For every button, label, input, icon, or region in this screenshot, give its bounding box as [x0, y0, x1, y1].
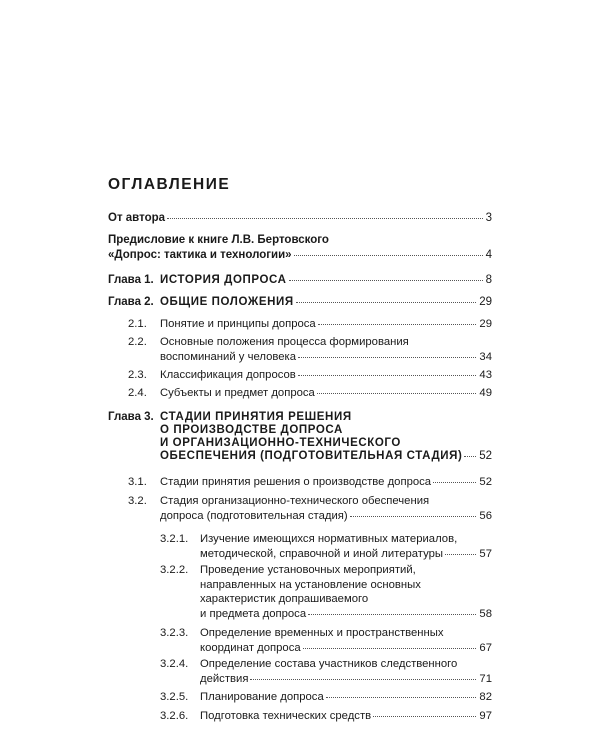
subsection-title: направленных на установление основных	[200, 578, 421, 591]
section-number: 2.1.	[128, 318, 147, 330]
section-title: Классификация допросов	[160, 369, 296, 381]
dot-leader	[296, 302, 476, 303]
chapter-label: Глава 3.	[108, 411, 154, 423]
page-number: 8	[485, 274, 492, 286]
toc-entry	[160, 495, 492, 524]
toc-entry	[200, 658, 492, 687]
subsection-title: и предмета допроса	[200, 607, 307, 620]
page-number: 71	[479, 672, 492, 685]
dot-leader	[289, 280, 483, 281]
page-number: 29	[479, 318, 492, 330]
subsection-title: Планирование допроса	[200, 691, 324, 703]
subsection-title: Проведение установочных мероприятий,	[200, 564, 416, 576]
section-title: Субъекты и предмет допроса	[160, 387, 315, 399]
toc-entry	[160, 387, 492, 402]
dot-leader	[373, 716, 476, 717]
dot-leader	[350, 516, 477, 517]
subsection-number: 3.2.5.	[160, 691, 189, 703]
toc-entry-title: Предисловие к книге Л.В. Бертовского	[108, 234, 329, 246]
dot-leader	[318, 324, 477, 325]
page-number: 52	[479, 476, 492, 488]
section-number: 2.2.	[128, 336, 147, 348]
section-title: Стадия организационно-технического обеспечения	[160, 495, 430, 507]
subsection-title: действия	[200, 672, 249, 685]
subsection-title: Изучение имеющихся нормативных материалов,	[200, 533, 458, 545]
section-number: 2.3.	[128, 369, 147, 381]
subsection-title: Подготовка технических средств	[200, 710, 372, 722]
dot-leader	[308, 614, 476, 615]
subsection-number: 3.2.2.	[160, 564, 189, 576]
subsection-title: Определение состава участников следственного	[200, 658, 458, 670]
toc-entry	[160, 296, 492, 311]
toc-entry	[108, 212, 492, 227]
subsection-title: координат допроса	[200, 641, 301, 654]
chapter-title: ИСТОРИЯ ДОПРОСА	[160, 274, 287, 286]
subsection-number: 3.2.6.	[160, 710, 189, 722]
section-title: допроса (подготовительная стадия)	[160, 509, 348, 522]
page-number: 67	[479, 641, 492, 654]
chapter-title: ОБЩИЕ ПОЛОЖЕНИЯ	[160, 296, 294, 308]
toc-entry	[160, 274, 492, 289]
dot-leader	[167, 218, 483, 219]
page-number: 82	[479, 691, 492, 703]
dot-leader	[298, 357, 476, 358]
page-number: 58	[479, 607, 492, 620]
page-number: 29	[479, 296, 492, 308]
subsection-number: 3.2.3.	[160, 627, 189, 639]
page-number: 3	[485, 212, 492, 224]
chapter-title: И ОРГАНИЗАЦИОННО-ТЕХНИЧЕСКОГО	[160, 437, 401, 449]
toc-entry	[160, 476, 492, 491]
section-title: Понятие и принципы допроса	[160, 318, 316, 330]
page-number: 97	[479, 710, 492, 722]
subsection-title: Определение временных и пространственных	[200, 627, 444, 639]
subsection-number: 3.2.1.	[160, 533, 189, 545]
dot-leader	[445, 554, 476, 555]
page-number: 52	[479, 450, 492, 462]
subsection-title: методической, справочной и иной литературы	[200, 547, 444, 560]
chapter-title: ОБЕСПЕЧЕНИЯ (ПОДГОТОВИТЕЛЬНАЯ СТАДИЯ)	[160, 450, 463, 462]
toc-entry	[160, 336, 492, 365]
chapter-title: СТАДИИ ПРИНЯТИЯ РЕШЕНИЯ	[160, 411, 352, 423]
dot-leader	[433, 482, 476, 483]
page-title: ОГЛАВЛЕНИЕ	[108, 176, 231, 193]
chapter-label: Глава 1.	[108, 274, 154, 286]
toc-entry	[160, 318, 492, 333]
page-number: 34	[479, 350, 492, 363]
page-number: 49	[479, 387, 492, 399]
dot-leader	[303, 648, 477, 649]
toc-entry	[200, 627, 492, 656]
chapter-title: О ПРОИЗВОДСТВЕ ДОПРОСА	[160, 424, 343, 436]
toc-entry	[108, 234, 492, 263]
dot-leader	[317, 393, 477, 394]
page-number: 4	[485, 248, 492, 261]
dot-leader	[298, 375, 477, 376]
dot-leader	[464, 456, 476, 457]
subsection-number: 3.2.4.	[160, 658, 189, 670]
dot-leader	[326, 697, 477, 698]
toc-entry-title: «Допрос: тактика и технологии»	[108, 248, 292, 261]
toc-entry-title: От автора	[108, 212, 166, 224]
section-title: воспоминаний у человека	[160, 350, 297, 363]
section-title: Стадии принятия решения о производстве допроса	[160, 476, 432, 488]
toc-entry	[200, 533, 492, 562]
toc-entry	[160, 411, 492, 463]
dot-leader	[294, 255, 483, 256]
section-title: Основные положения процесса формирования	[160, 336, 409, 348]
chapter-label: Глава 2.	[108, 296, 154, 308]
toc-entry	[200, 691, 492, 706]
toc-entry	[200, 564, 492, 622]
toc-entry	[160, 369, 492, 384]
page-number: 56	[479, 509, 492, 522]
dot-leader	[250, 679, 476, 680]
section-number: 3.2.	[128, 495, 147, 507]
toc-entry	[200, 710, 492, 725]
page-number: 43	[479, 369, 492, 381]
section-number: 2.4.	[128, 387, 147, 399]
subsection-title: характеристик допрашиваемого	[200, 593, 369, 605]
section-number: 3.1.	[128, 476, 147, 488]
page-number: 57	[479, 547, 492, 560]
